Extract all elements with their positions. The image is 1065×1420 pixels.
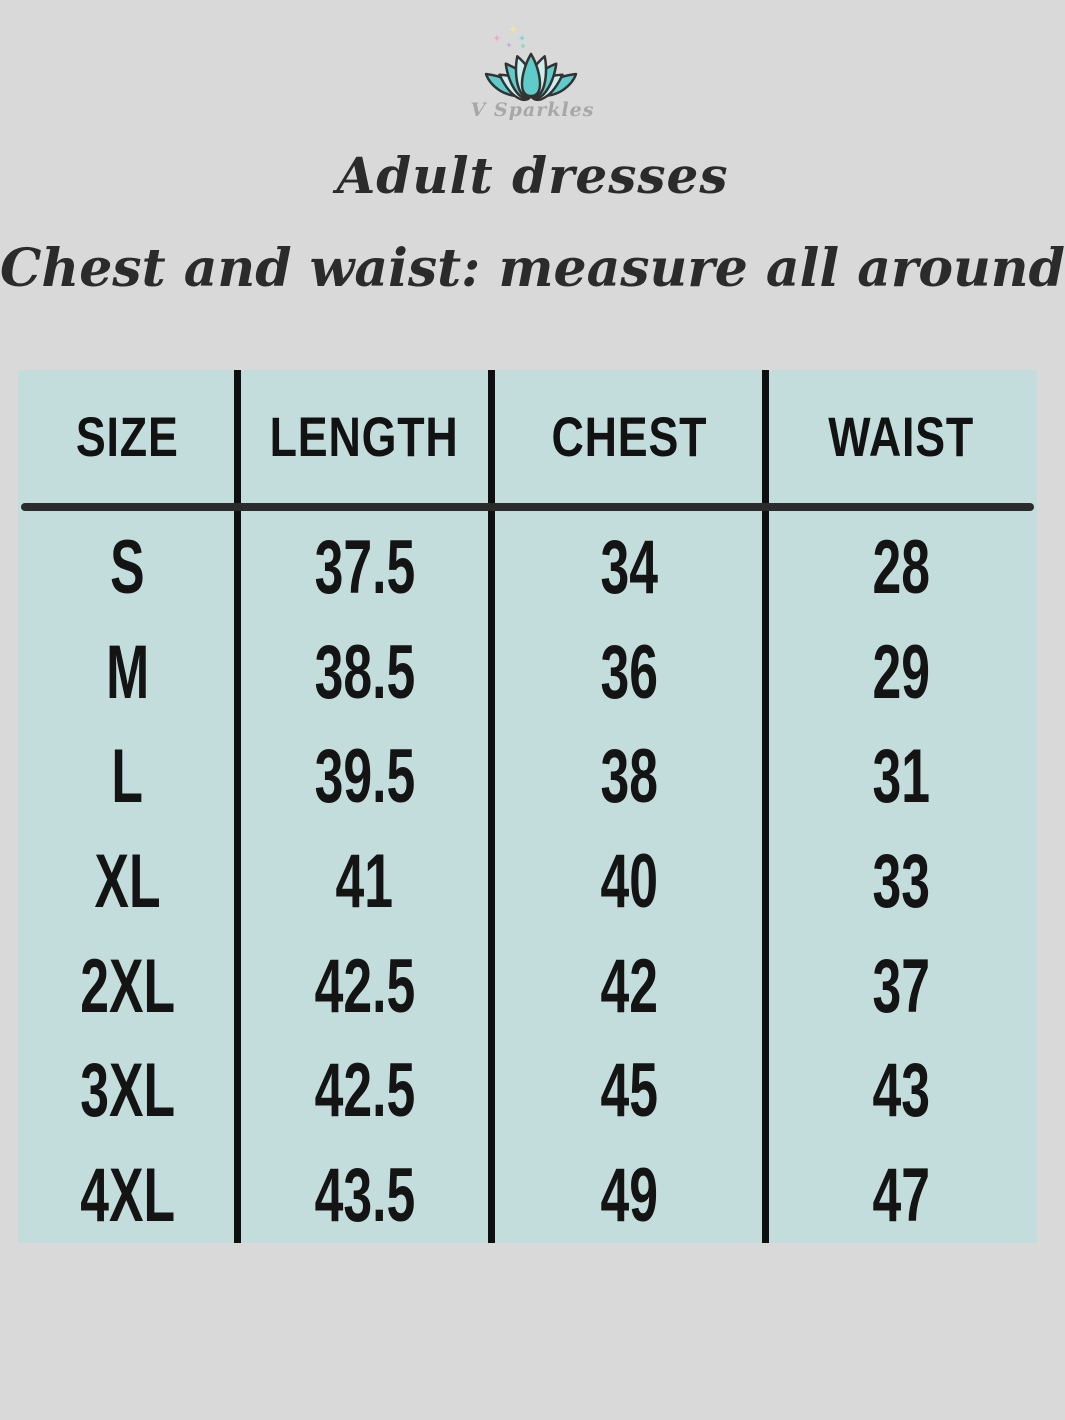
table-row-4xl bbox=[18, 1138, 1037, 1243]
column-header-label: LENGTH bbox=[270, 405, 459, 468]
size-cell bbox=[18, 1138, 237, 1243]
length-cell bbox=[237, 929, 492, 1034]
length-value: 41 bbox=[335, 838, 394, 924]
table-row-s bbox=[18, 511, 1037, 616]
chest-value: 42 bbox=[600, 943, 658, 1029]
length-cell bbox=[237, 616, 492, 721]
column-header-size bbox=[18, 370, 237, 503]
size-chart-table bbox=[18, 370, 1037, 1243]
size-cell bbox=[18, 511, 237, 616]
chest-cell bbox=[492, 825, 766, 930]
waist-value: 37 bbox=[872, 943, 931, 1029]
length-value: 42.5 bbox=[314, 943, 415, 1029]
chest-value: 36 bbox=[600, 629, 658, 715]
brand-name: V Sparkles bbox=[470, 99, 595, 121]
length-value: 37.5 bbox=[314, 525, 415, 611]
header-underline bbox=[21, 503, 1034, 511]
column-header-label: SIZE bbox=[76, 405, 179, 468]
chest-cell bbox=[492, 929, 766, 1034]
size-label: 2XL bbox=[80, 943, 175, 1029]
waist-value: 31 bbox=[872, 734, 931, 820]
table-header-row bbox=[18, 370, 1037, 503]
table-row-xl bbox=[18, 825, 1037, 930]
size-label: L bbox=[111, 734, 144, 820]
chest-cell bbox=[492, 616, 766, 721]
length-cell bbox=[237, 511, 492, 616]
waist-value: 28 bbox=[872, 525, 931, 611]
size-label: 3XL bbox=[80, 1048, 175, 1134]
table-row-3xl bbox=[18, 1034, 1037, 1139]
length-cell bbox=[237, 1034, 492, 1139]
length-cell bbox=[237, 825, 492, 930]
size-cell bbox=[18, 616, 237, 721]
chest-value: 45 bbox=[600, 1048, 658, 1134]
chest-cell bbox=[492, 1138, 766, 1243]
column-header-length bbox=[237, 370, 492, 503]
brand-logo bbox=[455, 24, 607, 104]
length-value: 39.5 bbox=[314, 734, 415, 820]
column-header-waist bbox=[766, 370, 1037, 503]
length-value: 43.5 bbox=[314, 1152, 415, 1238]
waist-value: 43 bbox=[872, 1048, 931, 1134]
length-value: 42.5 bbox=[314, 1048, 415, 1134]
chest-value: 34 bbox=[600, 525, 658, 611]
waist-cell bbox=[766, 1138, 1037, 1243]
chest-value: 49 bbox=[600, 1152, 658, 1238]
page-subtitle: Chest and waist: measure all around bbox=[0, 238, 1065, 299]
chest-cell bbox=[492, 511, 766, 616]
waist-cell bbox=[766, 511, 1037, 616]
waist-cell bbox=[766, 720, 1037, 825]
waist-value: 29 bbox=[872, 629, 931, 715]
column-header-chest bbox=[492, 370, 766, 503]
sparkle-stars-icon bbox=[493, 24, 527, 49]
waist-value: 47 bbox=[872, 1152, 931, 1238]
lotus-logo-icon bbox=[455, 24, 607, 104]
size-label: M bbox=[105, 629, 150, 715]
waist-cell bbox=[766, 616, 1037, 721]
table-row-m bbox=[18, 616, 1037, 721]
size-label: XL bbox=[94, 838, 161, 924]
length-cell bbox=[237, 1138, 492, 1243]
table-row-2xl bbox=[18, 929, 1037, 1034]
waist-cell bbox=[766, 825, 1037, 930]
waist-cell bbox=[766, 929, 1037, 1034]
column-header-label: WAIST bbox=[828, 405, 975, 468]
waist-value: 33 bbox=[872, 838, 931, 924]
size-cell bbox=[18, 1034, 237, 1139]
page-title: Adult dresses bbox=[336, 146, 729, 205]
chest-cell bbox=[492, 1034, 766, 1139]
size-cell bbox=[18, 929, 237, 1034]
column-header-label: CHEST bbox=[551, 405, 707, 468]
size-cell bbox=[18, 825, 237, 930]
table-row-l bbox=[18, 720, 1037, 825]
chest-value: 38 bbox=[600, 734, 658, 820]
size-cell bbox=[18, 720, 237, 825]
length-cell bbox=[237, 720, 492, 825]
size-label: 4XL bbox=[80, 1152, 175, 1238]
chest-value: 40 bbox=[600, 838, 658, 924]
length-value: 38.5 bbox=[314, 629, 415, 715]
chest-cell bbox=[492, 720, 766, 825]
table-body bbox=[18, 511, 1037, 1243]
size-label: S bbox=[110, 525, 145, 611]
waist-cell bbox=[766, 1034, 1037, 1139]
